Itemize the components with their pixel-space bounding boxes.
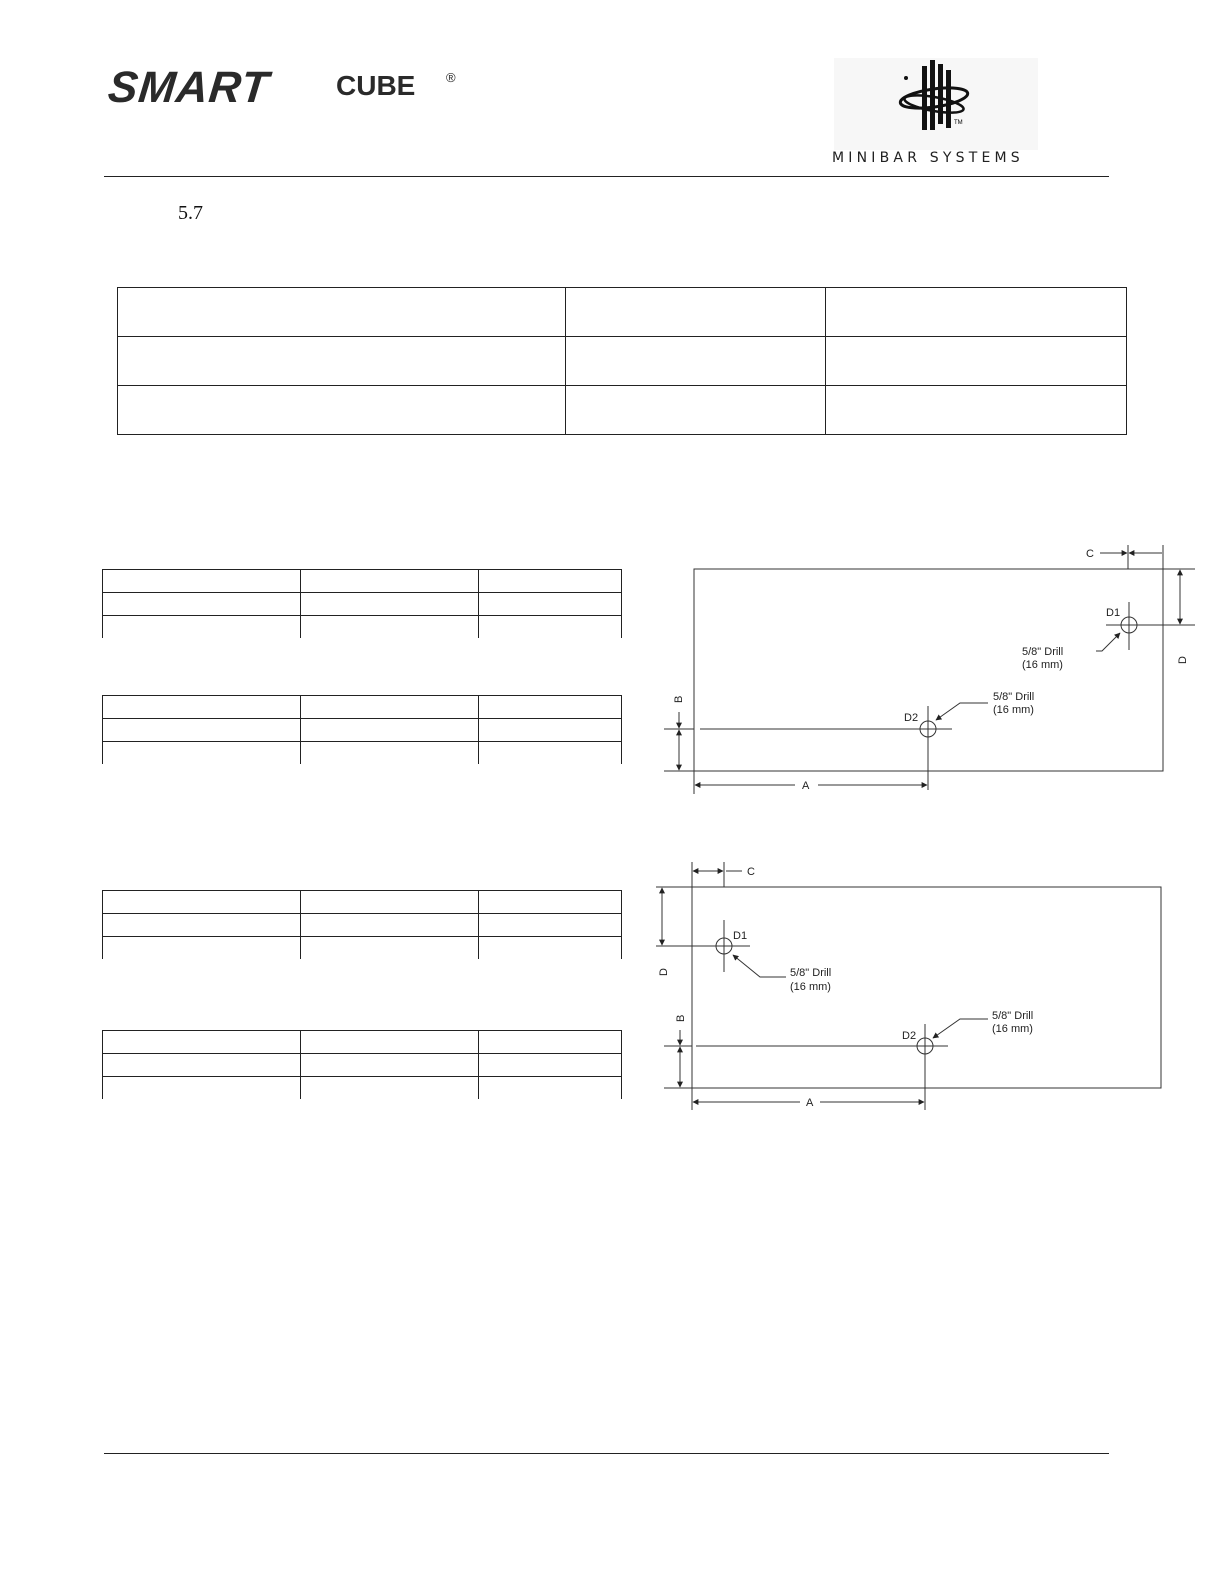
dim-label-c: C [747, 866, 755, 878]
smartcube-logo-smart: SMART [105, 63, 272, 112]
table-cell [301, 570, 479, 593]
table-cell [566, 288, 826, 337]
table-cell [118, 337, 566, 386]
dim-label-c: C [1086, 548, 1094, 560]
table-cell [479, 937, 622, 960]
table-cell [301, 593, 479, 616]
table-cell [103, 1054, 301, 1077]
table-cell [103, 719, 301, 742]
table-cell [479, 742, 622, 765]
dim-label-d: D [658, 968, 670, 976]
table-cell [479, 696, 622, 719]
table-row [103, 742, 622, 765]
table-cell [103, 891, 301, 914]
table-cell [301, 1054, 479, 1077]
minibar-systems-wordmark: MINIBAR SYSTEMS [832, 150, 1024, 166]
table-cell [826, 386, 1127, 435]
drill-diagram-top [650, 535, 1210, 800]
dim-label-b: B [675, 1014, 687, 1022]
table-cell [479, 570, 622, 593]
header-rule [104, 176, 1109, 177]
table-cell [103, 914, 301, 937]
table-cell [103, 1077, 301, 1100]
table-row [118, 386, 1127, 435]
table-cell [103, 570, 301, 593]
table-cell [479, 593, 622, 616]
table-cell [826, 288, 1127, 337]
table-cell [826, 337, 1127, 386]
table-row [103, 1077, 622, 1100]
smartcube-logo-cube: CUBE [336, 70, 416, 101]
table-cell [301, 719, 479, 742]
table-cell [301, 914, 479, 937]
table-cell [479, 914, 622, 937]
table-row [118, 337, 1127, 386]
table-cell [103, 937, 301, 960]
hole-label-d2: D2 [904, 712, 919, 724]
table-cell [118, 288, 566, 337]
table-cell [301, 696, 479, 719]
table-cell [479, 1031, 622, 1054]
d2-drill-note: 5/8" Drill [993, 691, 1035, 703]
table-cell [479, 1054, 622, 1077]
table-cell [301, 616, 479, 639]
table-row [103, 696, 622, 719]
d1-drill-size: (16 mm) [790, 981, 831, 993]
table-row [103, 937, 622, 960]
table-row [103, 1054, 622, 1077]
table-row [103, 616, 622, 639]
table-cell [301, 937, 479, 960]
hole-label-d1: D1 [733, 930, 748, 942]
table-cell [479, 616, 622, 639]
table-cell [118, 386, 566, 435]
d1-drill-note: 5/8" Drill [1022, 646, 1064, 658]
dim-label-a: A [806, 1097, 814, 1109]
hole-label-d2: D2 [902, 1030, 917, 1042]
d1-drill-size: (16 mm) [1022, 659, 1063, 671]
table-cell [103, 616, 301, 639]
table-cell [566, 386, 826, 435]
dim-label-d: D [1177, 656, 1189, 664]
table-row [103, 1031, 622, 1054]
table-row [103, 570, 622, 593]
table-cell [301, 1077, 479, 1100]
dimension-table-4 [102, 1030, 622, 1099]
registered-mark: ® [446, 70, 456, 85]
table-row [103, 891, 622, 914]
dim-label-b: B [673, 695, 685, 703]
minibar-emblem-logo [834, 58, 1038, 150]
dim-label-a: A [802, 780, 810, 792]
table-cell [301, 742, 479, 765]
panel-outline [692, 887, 1161, 1088]
summary-table [117, 287, 1127, 435]
d1-drill-note: 5/8" Drill [790, 967, 832, 979]
d2-drill-note: 5/8" Drill [992, 1010, 1034, 1022]
dimension-table-1 [102, 569, 622, 638]
table-cell [479, 891, 622, 914]
d2-drill-size: (16 mm) [993, 704, 1034, 716]
table-cell [479, 1077, 622, 1100]
drill-diagram-bottom [650, 855, 1210, 1115]
hole-label-d1: D1 [1106, 607, 1121, 619]
table-cell [103, 1031, 301, 1054]
table-cell [301, 891, 479, 914]
table-row [103, 719, 622, 742]
table-row [103, 593, 622, 616]
table-cell [479, 719, 622, 742]
section-number: 5.7 [178, 202, 203, 224]
dimension-table-3 [102, 890, 622, 959]
footer-rule [104, 1453, 1109, 1454]
table-cell [103, 696, 301, 719]
table-cell [103, 742, 301, 765]
d2-drill-size: (16 mm) [992, 1023, 1033, 1035]
table-cell [566, 337, 826, 386]
trademark-symbol: TM [954, 120, 963, 126]
table-row [118, 288, 1127, 337]
table-cell [103, 593, 301, 616]
table-row [103, 914, 622, 937]
table-cell [301, 1031, 479, 1054]
dimension-table-2 [102, 695, 622, 764]
